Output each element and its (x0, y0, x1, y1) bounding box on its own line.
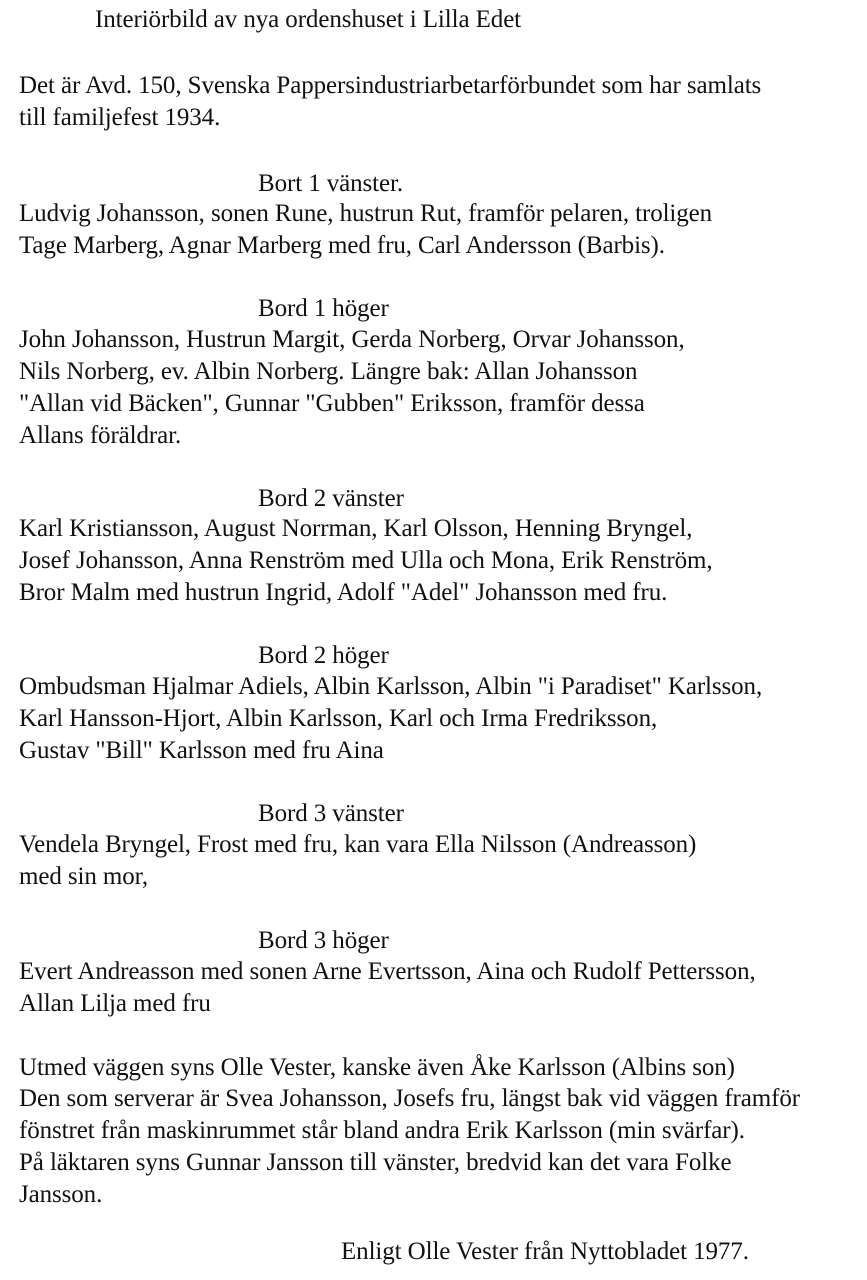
section-heading-bord-2-vanster: Bord 2 vänster (258, 485, 404, 512)
section-4-line-3: Gustav "Bill" Karlsson med fru Aina (19, 737, 384, 764)
section-6-line-2: Allan Lilja med fru (19, 990, 211, 1017)
section-4-line-1: Ombudsman Hjalmar Adiels, Albin Karlsson, Albin "i Paradiset" Karlsson, (19, 673, 763, 700)
section-heading-bord-1-hoger: Bord 1 höger (258, 295, 389, 322)
section-3-line-3: Bror Malm med hustrun Ingrid, Adolf "Adel" Johansson med fru. (19, 579, 668, 606)
document-title: Interiörbild av nya ordenshuset i Lilla Edet (95, 6, 522, 33)
section-1-line-2: Tage Marberg, Agnar Marberg med fru, Carl Andersson (Barbis). (19, 232, 665, 259)
intro-line-2: till familjefest 1934. (19, 104, 221, 131)
section-6-line-1: Evert Andreasson med sonen Arne Evertsson, Aina och Rudolf Pettersson, (19, 958, 756, 985)
section-2-line-3: "Allan vid Bäcken", Gunnar "Gubben" Eriksson, framför dessa (19, 390, 645, 417)
intro-line-1: Det är Avd. 150, Svenska Pappersindustriarbetarförbundet som har samlats (19, 72, 762, 99)
closing-line-5: Jansson. (19, 1181, 103, 1208)
section-4-line-2: Karl Hansson-Hjort, Albin Karlsson, Karl och Irma Fredriksson, (19, 705, 658, 732)
section-heading-bord-2-hoger: Bord 2 höger (258, 642, 389, 669)
closing-line-3: fönstret från maskinrummet står bland andra Erik Karlsson (min svärfar). (19, 1117, 745, 1144)
source-signoff: Enligt Olle Vester från Nyttobladet 1977. (341, 1238, 749, 1265)
section-1-line-1: Ludvig Johansson, sonen Rune, hustrun Rut, framför pelaren, troligen (19, 200, 713, 227)
section-5-line-2: med sin mor, (19, 863, 149, 890)
section-3-line-1: Karl Kristiansson, August Norrman, Karl Olsson, Henning Bryngel, (19, 515, 693, 542)
section-5-line-1: Vendela Bryngel, Frost med fru, kan vara Ella Nilsson (Andreasson) (19, 831, 697, 858)
closing-line-4: På läktaren syns Gunnar Jansson till vänster, bredvid kan det vara Folke (19, 1149, 732, 1176)
section-3-line-2: Josef Johansson, Anna Renström med Ulla och Mona, Erik Renström, (19, 547, 713, 574)
closing-line-1: Utmed väggen syns Olle Vester, kanske även Åke Karlsson (Albins son) (19, 1054, 735, 1081)
closing-line-2: Den som serverar är Svea Johansson, Josefs fru, längst bak vid väggen framför (19, 1085, 800, 1112)
section-2-line-4: Allans föräldrar. (19, 422, 182, 449)
section-heading-bord-3-vanster: Bord 3 vänster (258, 800, 404, 827)
section-2-line-2: Nils Norberg, ev. Albin Norberg. Längre bak: Allan Johansson (19, 358, 638, 385)
section-2-line-1: John Johansson, Hustrun Margit, Gerda Norberg, Orvar Johansson, (19, 326, 685, 353)
section-heading-bord-3-hoger: Bord 3 höger (258, 927, 389, 954)
section-heading-bort-1-vanster: Bort 1 vänster. (258, 170, 404, 197)
